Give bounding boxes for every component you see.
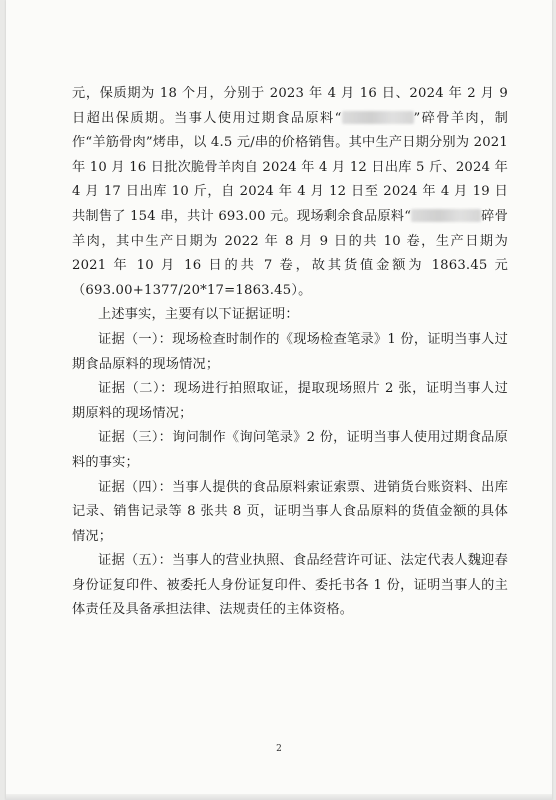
page-bottom-edge: [6, 794, 552, 800]
evidence-1: 证据（一）：现场检查时制作的《现场检查笔录》1 份，证明当事人过期食品原料的现场情况；: [72, 331, 508, 372]
evidence-4: 证据（四）：当事人提供的食品原料索证索票、进销货台账资料、出库记录、销售记录等 8 张共 8 页，证明当事人食品原料的货值金额的具体情况；: [72, 479, 508, 544]
page-number: 2: [276, 744, 282, 754]
facts-text-part3: 碎骨羊肉，其中生产日期为 2022 年 8 月 9 日的共 10 卷，生产日期为 2021 年 10 月 16 日的共 7 卷，故其货值金额为 1863.45 元（693.00+1377/20*17=1863.45）。: [72, 208, 508, 298]
redacted-brand: [342, 111, 414, 124]
evidence-3: 证据（三）：询问制作《询问笔录》2 份，证明当事人使用过期食品原料的事实；: [72, 430, 508, 470]
evidence-2: 证据（二）：现场进行拍照取证，提取现场照片 2 张，证明当事人过期原料的现场情况；: [72, 381, 508, 421]
document-body: [72, 82, 508, 623]
redacted-brand-2: [411, 209, 481, 222]
facts-text-part1: 元，保质期为 18 个月，分别于 2023 年 4 月 16 日、2024 年 2 月 9 日超出保质期。当事人使用过期食品原料“: [72, 86, 508, 126]
evidence-5: 证据（五）：当事人的营业执照、食品经营许可证、法定代表人魏迎春身份证复印件、被委托人身份证复印件、委托书各 1 份，证明当事人的主体责任及具备承担法律、法规责任的主体资格。: [72, 553, 508, 618]
document-page: [6, 0, 552, 800]
facts-text-part2: ”碎骨羊肉，制作“羊筋骨肉”烤串，以 4.5 元/串的价格销售。其中生产日期分别为 2021 年 10 月 16 日批次脆骨羊肉自 2024 年 4 月 12 日出库 5 斤、2024 年 4 月 17 日出库 10 斤，自 2024 年 4 月 12 日至 2024 年 4 月 19 日共制售了 154 串，共计 693.00 元。现场剩余食品原料“: [72, 110, 508, 224]
paragraph-evidence-intro: 上述事实，主要有以下证据证明：: [98, 307, 299, 323]
paragraph-facts: [72, 82, 508, 303]
